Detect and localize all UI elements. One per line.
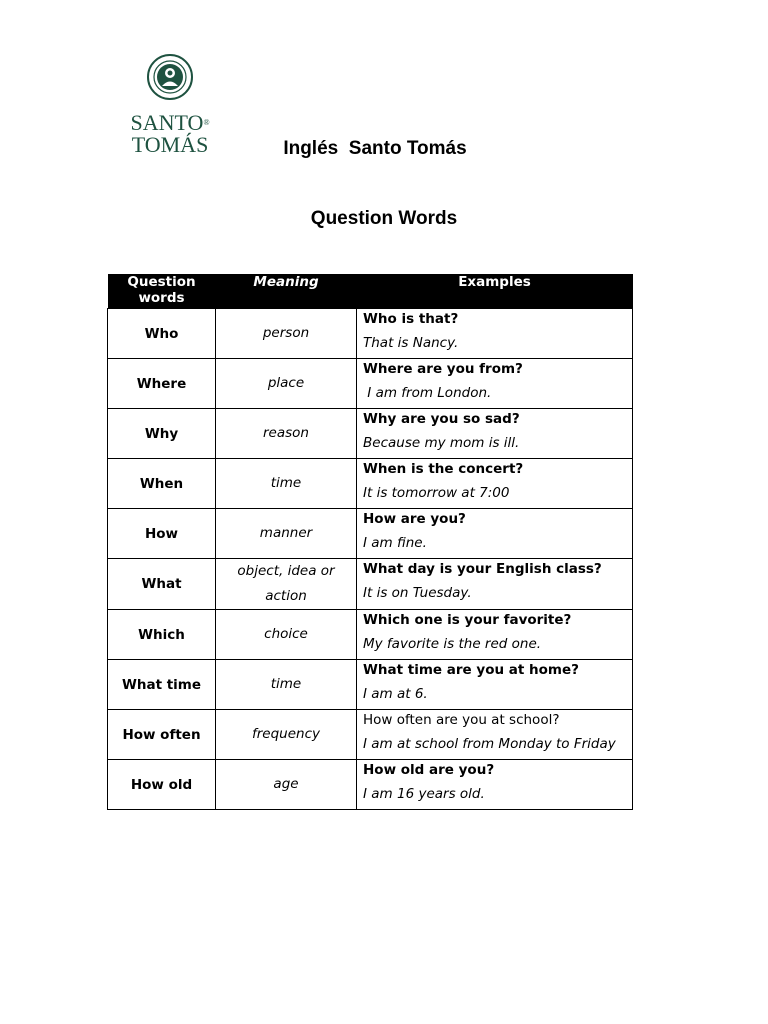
question-word: When	[108, 459, 216, 509]
meaning: time	[216, 660, 357, 710]
example-answer: I am at 6.	[363, 686, 428, 702]
example-question: How are you?	[363, 511, 466, 527]
example-answer: Because my mom is ill.	[363, 435, 520, 451]
examples	[357, 760, 633, 810]
example-question: How often are you at school?	[363, 712, 560, 728]
table-row	[108, 760, 633, 810]
example-question: Who is that?	[363, 311, 459, 327]
example-question: Where are you from?	[363, 361, 523, 377]
meaning: frequency	[216, 710, 357, 760]
example-answer: It is on Tuesday.	[363, 585, 472, 601]
meaning: reason	[216, 409, 357, 459]
example-question: Which one is your favorite?	[363, 612, 572, 628]
example-answer: My favorite is the red one.	[363, 636, 542, 652]
meaning: object, idea or action	[216, 559, 357, 610]
meaning: age	[216, 760, 357, 810]
example-question: What day is your English class?	[363, 561, 602, 577]
examples	[357, 459, 633, 509]
table-row	[108, 459, 633, 509]
table-row	[108, 610, 633, 660]
meaning: person	[216, 309, 357, 359]
examples	[357, 660, 633, 710]
question-word: What	[108, 559, 216, 610]
santo-tomas-seal-icon	[145, 52, 195, 102]
examples	[357, 409, 633, 459]
example-question: How old are you?	[363, 762, 495, 778]
question-words-table	[107, 274, 633, 810]
meaning: manner	[216, 509, 357, 559]
logo-wordmark: SANTO® TOMÁS	[130, 110, 210, 157]
example-question: When is the concert?	[363, 461, 524, 477]
table-row	[108, 559, 633, 610]
table-header-row	[108, 274, 633, 309]
examples	[357, 559, 633, 610]
example-answer: I am from London.	[363, 385, 492, 401]
header-question-words: Question words	[108, 274, 216, 309]
meaning: place	[216, 359, 357, 409]
examples	[357, 710, 633, 760]
table-row	[108, 509, 633, 559]
question-word: How	[108, 509, 216, 559]
example-answer: I am at school from Monday to Friday	[363, 736, 616, 752]
header-examples: Examples	[357, 274, 633, 309]
example-question: Why are you so sad?	[363, 411, 520, 427]
header-meaning: Meaning	[216, 274, 357, 309]
table-row	[108, 409, 633, 459]
question-word: Who	[108, 309, 216, 359]
question-word: How old	[108, 760, 216, 810]
example-answer: I am 16 years old.	[363, 786, 485, 802]
question-word: Why	[108, 409, 216, 459]
examples	[357, 610, 633, 660]
example-answer: That is Nancy.	[363, 335, 459, 351]
example-question: What time are you at home?	[363, 662, 579, 678]
page-subtitle: Question Words	[310, 208, 458, 229]
table-row	[108, 660, 633, 710]
meaning: choice	[216, 610, 357, 660]
example-answer: I am fine.	[363, 535, 427, 551]
table-row	[108, 359, 633, 409]
examples	[357, 309, 633, 359]
examples	[357, 359, 633, 409]
question-word: How often	[108, 710, 216, 760]
question-word: What time	[108, 660, 216, 710]
question-word: Where	[108, 359, 216, 409]
table-row	[108, 710, 633, 760]
question-word: Which	[108, 610, 216, 660]
meaning: time	[216, 459, 357, 509]
table-row	[108, 309, 633, 359]
example-answer: It is tomorrow at 7:00	[363, 485, 510, 501]
page-title: Inglés Santo Tomás	[283, 138, 467, 159]
examples	[357, 509, 633, 559]
